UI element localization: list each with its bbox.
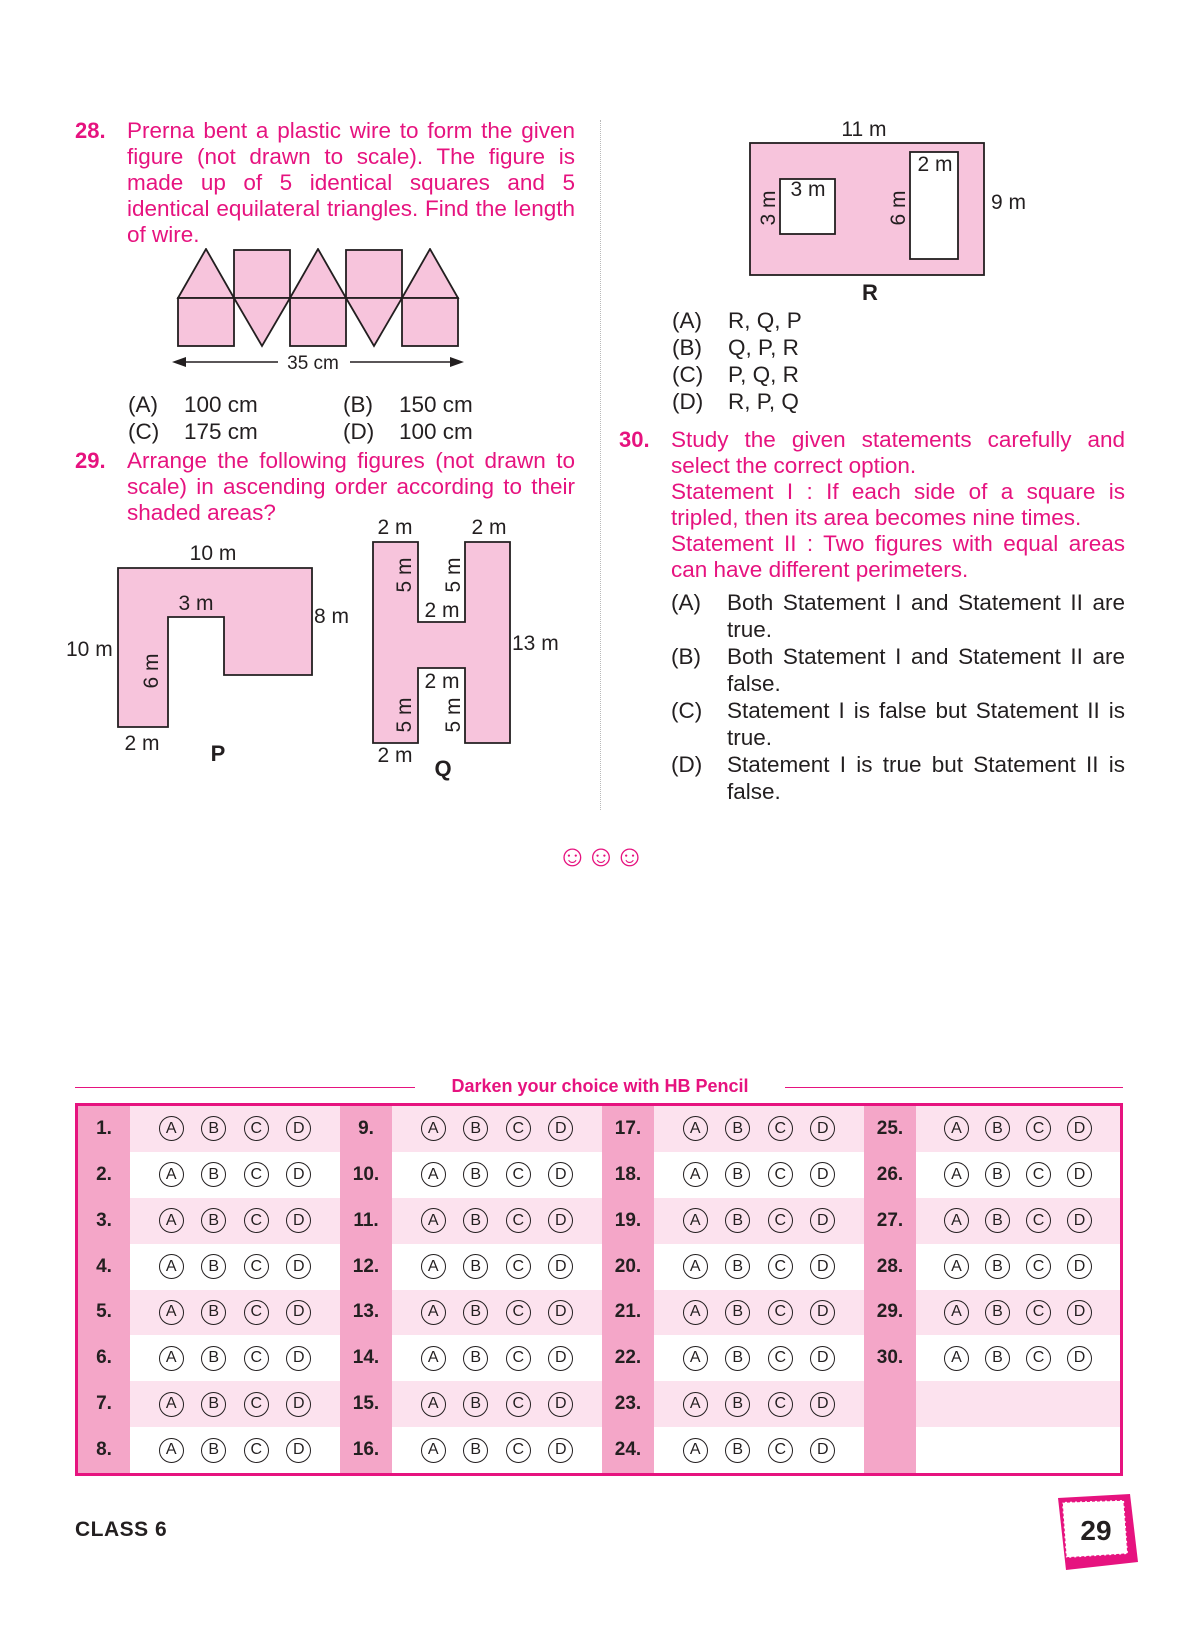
answer-bubble-a[interactable]: A	[159, 1116, 184, 1141]
answer-bubble-d[interactable]: D	[810, 1438, 835, 1463]
statement-2: Statement II : Two figures with equal areas can have different perimeters.	[671, 531, 1125, 582]
option-c[interactable]: (C) Statement I is false but Statement II is true.	[671, 698, 1125, 750]
label-p-top: 10 m	[189, 542, 237, 565]
answer-bubble-a[interactable]: A	[159, 1392, 184, 1417]
question-number-cell: 11.	[340, 1198, 392, 1244]
question-number-cell: 27.	[864, 1198, 916, 1244]
figure-label-p: P	[210, 741, 226, 766]
answer-bubble-b[interactable]: B	[985, 1300, 1010, 1325]
answer-bubble-b[interactable]: B	[985, 1116, 1010, 1141]
answer-bubble-d[interactable]: D	[286, 1208, 311, 1233]
answer-bubble-c[interactable]: C	[244, 1392, 269, 1417]
column-divider	[600, 120, 601, 810]
answer-bubble-d[interactable]: D	[286, 1162, 311, 1187]
label-r-sq-left: 3 m	[757, 190, 780, 226]
answer-bubble-c[interactable]: C	[506, 1162, 531, 1187]
answer-bubble-b[interactable]: B	[463, 1392, 488, 1417]
answer-bubble-c[interactable]: C	[1026, 1116, 1051, 1141]
question-number-cell: 14.	[340, 1335, 392, 1381]
answer-bubble-b[interactable]: B	[201, 1116, 226, 1141]
bubble-row	[916, 1152, 1120, 1198]
answer-bubble-a[interactable]: A	[683, 1116, 708, 1141]
answer-bubble-b[interactable]: B	[201, 1300, 226, 1325]
answer-bubble-b[interactable]: B	[985, 1254, 1010, 1279]
answer-bubble-b[interactable]: B	[985, 1162, 1010, 1187]
answer-bubble-d[interactable]: D	[286, 1346, 311, 1371]
bubble-row	[654, 1335, 864, 1381]
question-number-cell: 25.	[864, 1106, 916, 1152]
answer-bubble-a[interactable]: A	[159, 1438, 184, 1463]
answer-bubble-b[interactable]: B	[201, 1208, 226, 1233]
question-number: 28.	[75, 118, 106, 143]
question-number-cell: 16.	[340, 1427, 392, 1473]
question-number-cell: 20.	[602, 1244, 654, 1290]
question-28	[75, 118, 575, 248]
answer-bubble-b[interactable]: B	[463, 1208, 488, 1233]
label-p-leg: 6 m	[140, 653, 163, 689]
figure-label-r: R	[862, 280, 878, 305]
question-number-cell: 12.	[340, 1244, 392, 1290]
bubble-row	[130, 1152, 340, 1198]
bubble-row	[130, 1381, 340, 1427]
dim-label: 35 cm	[287, 353, 339, 374]
label-q-right: 13 m	[512, 632, 559, 655]
answer-bubble-c[interactable]: C	[506, 1438, 531, 1463]
figure-label-q: Q	[434, 756, 452, 781]
answer-bubble-a[interactable]: A	[421, 1346, 446, 1371]
answer-bubble-a[interactable]: A	[421, 1254, 446, 1279]
bubble-row	[392, 1106, 602, 1152]
answer-bubble-b[interactable]: B	[985, 1346, 1010, 1371]
bubble-row	[654, 1152, 864, 1198]
answer-bubble-b[interactable]: B	[201, 1254, 226, 1279]
answer-bubble-d[interactable]: D	[548, 1208, 573, 1233]
bubble-row	[916, 1290, 1120, 1336]
answer-bubble-b[interactable]: B	[201, 1346, 226, 1371]
question-text: Arrange the following figures (not drawn to scale) in ascending order according to their shaded areas?	[127, 448, 575, 525]
answer-bubble-c[interactable]: C	[506, 1300, 531, 1325]
answer-bubble-c[interactable]: C	[1026, 1300, 1051, 1325]
answer-bubble-a[interactable]: A	[421, 1438, 446, 1463]
answer-bubble-c[interactable]: C	[244, 1162, 269, 1187]
question-number-cell: 3.	[78, 1198, 130, 1244]
bubble-row	[130, 1244, 340, 1290]
answer-bubble-a[interactable]: A	[159, 1254, 184, 1279]
answer-bubble-a[interactable]: A	[159, 1300, 184, 1325]
answer-bubble-a[interactable]: A	[944, 1208, 969, 1233]
answer-bubble-d[interactable]: D	[548, 1392, 573, 1417]
option-a[interactable]: (A) R, Q, P	[672, 308, 802, 333]
answer-bubble-a[interactable]: A	[683, 1300, 708, 1325]
answer-bubble-b[interactable]: B	[725, 1300, 750, 1325]
answer-bubble-a[interactable]: A	[683, 1162, 708, 1187]
question-text: Prerna bent a plastic wire to form the given figure (not drawn to scale). The figure is made up of 5 identical squares and 5 identical equilateral triangles. Find the length of wire.	[127, 118, 575, 247]
bubble-row	[130, 1335, 340, 1381]
answer-bubble-a[interactable]: A	[159, 1162, 184, 1187]
label-r-rect-w: 2 m	[917, 153, 953, 176]
page-number: 29	[1080, 1515, 1112, 1546]
answer-bubble-c[interactable]: C	[506, 1254, 531, 1279]
answer-bubble-a[interactable]: A	[683, 1254, 708, 1279]
label-p-bottom: 2 m	[124, 732, 160, 755]
question-number: 30.	[619, 427, 650, 452]
answer-bubble-b[interactable]: B	[725, 1346, 750, 1371]
question-number-cell: 1.	[78, 1106, 130, 1152]
question-number-cell: 21.	[602, 1290, 654, 1336]
answer-bubble-d[interactable]: D	[548, 1254, 573, 1279]
option-a[interactable]: (A) 100 cm	[128, 392, 258, 417]
option-a[interactable]: (A) Both Statement I and Statement II are true.	[671, 590, 1125, 642]
answer-bubble-c[interactable]: C	[768, 1162, 793, 1187]
bubble-row	[916, 1381, 1120, 1427]
answer-bubble-d[interactable]: D	[548, 1116, 573, 1141]
question-number-cell: 15.	[340, 1381, 392, 1427]
label-q-topl: 2 m	[377, 516, 413, 539]
answer-bubble-b[interactable]: B	[725, 1254, 750, 1279]
answer-bubble-b[interactable]: B	[725, 1392, 750, 1417]
q29-options	[672, 307, 802, 415]
question-number-cell: 13.	[340, 1290, 392, 1336]
bubble-row	[130, 1106, 340, 1152]
answer-bubble-d[interactable]: D	[286, 1116, 311, 1141]
bubble-row	[392, 1244, 602, 1290]
answer-bubble-b[interactable]: B	[201, 1162, 226, 1187]
question-number-cell: 23.	[602, 1381, 654, 1427]
option-c[interactable]: (C) P, Q, R	[672, 362, 799, 387]
label-p-right: 8 m	[314, 605, 350, 628]
answer-bubble-a[interactable]: A	[421, 1392, 446, 1417]
question-number-cell: 29.	[864, 1290, 916, 1336]
answer-bubble-a[interactable]: A	[159, 1346, 184, 1371]
option-d[interactable]: (D) Statement I is true but Statement II is false.	[671, 752, 1125, 804]
label-p-inner: 3 m	[178, 592, 214, 615]
option-c[interactable]: (C) 175 cm	[128, 419, 258, 444]
question-number-cell: 5.	[78, 1290, 130, 1336]
answer-bubble-c[interactable]: C	[506, 1208, 531, 1233]
answer-bubble-c[interactable]: C	[244, 1438, 269, 1463]
answer-bubble-b[interactable]: B	[463, 1438, 488, 1463]
bubble-row	[392, 1427, 602, 1473]
question-number-cell: 2.	[78, 1152, 130, 1198]
answer-bubble-c[interactable]: C	[244, 1208, 269, 1233]
question-number-cell: 19.	[602, 1198, 654, 1244]
answer-bubble-d[interactable]: D	[548, 1438, 573, 1463]
answer-bubble-a[interactable]: A	[944, 1116, 969, 1141]
answer-bubble-b[interactable]: B	[463, 1254, 488, 1279]
bubble-row	[916, 1198, 1120, 1244]
answer-bubble-d[interactable]: D	[286, 1254, 311, 1279]
answer-bubble-a[interactable]: A	[944, 1300, 969, 1325]
option-b[interactable]: (B) 150 cm	[343, 392, 473, 417]
question-number-cell: 26.	[864, 1152, 916, 1198]
answer-bubble-d[interactable]: D	[1067, 1116, 1092, 1141]
label-r-sq-side: 3 m	[790, 178, 826, 201]
answer-bubble-d[interactable]: D	[810, 1392, 835, 1417]
label-p-left: 10 m	[66, 638, 113, 661]
answer-bubble-a[interactable]: A	[683, 1346, 708, 1371]
question-number-cell: 22.	[602, 1335, 654, 1381]
answer-bubble-a[interactable]: A	[683, 1392, 708, 1417]
label-q-topr: 2 m	[471, 516, 507, 539]
option-d[interactable]: (D) 100 cm	[343, 419, 473, 444]
question-number-cell: 17.	[602, 1106, 654, 1152]
label-q-mid1: 2 m	[424, 599, 460, 622]
answer-bubble-a[interactable]: A	[159, 1208, 184, 1233]
answer-bubble-c[interactable]: C	[244, 1346, 269, 1371]
figure-p	[60, 535, 365, 795]
answer-grid	[75, 1103, 1123, 1476]
answer-bubble-c[interactable]: C	[244, 1254, 269, 1279]
bubble-row	[392, 1290, 602, 1336]
question-number-cell: 18.	[602, 1152, 654, 1198]
answer-bubble-d[interactable]: D	[548, 1300, 573, 1325]
bubble-row	[130, 1427, 340, 1473]
question-text: Study the given statements carefully and select the correct option.	[671, 427, 1125, 478]
label-q-v1: 5 m	[393, 557, 416, 593]
answer-bubble-b[interactable]: B	[463, 1346, 488, 1371]
bubble-row	[392, 1381, 602, 1427]
answer-bubble-b[interactable]: B	[463, 1162, 488, 1187]
bubble-row	[916, 1335, 1120, 1381]
label-q-v2: 5 m	[442, 557, 465, 593]
answer-bubble-d[interactable]: D	[810, 1208, 835, 1233]
question-number-cell: 7.	[78, 1381, 130, 1427]
answer-bubble-d[interactable]: D	[810, 1346, 835, 1371]
bubble-row	[654, 1381, 864, 1427]
question-number-cell: 6.	[78, 1335, 130, 1381]
answer-bubble-d[interactable]: D	[810, 1162, 835, 1187]
label-r-top: 11 m	[841, 118, 887, 141]
answer-bubble-c[interactable]: C	[1026, 1254, 1051, 1279]
answer-bubble-d[interactable]: D	[810, 1300, 835, 1325]
bubble-row	[130, 1198, 340, 1244]
question-number: 29.	[75, 448, 106, 473]
question-number-cell: 24.	[602, 1427, 654, 1473]
bubble-row	[392, 1335, 602, 1381]
label-q-v3: 5 m	[393, 697, 416, 733]
answer-bubble-b[interactable]: B	[725, 1438, 750, 1463]
answer-bubble-a[interactable]: A	[421, 1208, 446, 1233]
question-number-cell	[864, 1427, 916, 1473]
answer-bubble-c[interactable]: C	[244, 1116, 269, 1141]
answer-bubble-b[interactable]: B	[201, 1392, 226, 1417]
bubble-row	[654, 1290, 864, 1336]
answer-bubble-c[interactable]: C	[244, 1300, 269, 1325]
question-number-cell: 10.	[340, 1152, 392, 1198]
answer-bubble-c[interactable]: C	[768, 1438, 793, 1463]
answer-bubble-c[interactable]: C	[506, 1346, 531, 1371]
label-q-v4: 5 m	[442, 697, 465, 733]
label-q-bottom: 2 m	[377, 744, 413, 767]
question-number-cell: 28.	[864, 1244, 916, 1290]
answer-bubble-b[interactable]: B	[725, 1208, 750, 1233]
answer-bubble-c[interactable]: C	[506, 1116, 531, 1141]
answer-bubble-a[interactable]: A	[944, 1346, 969, 1371]
answer-bubble-c[interactable]: C	[1026, 1162, 1051, 1187]
label-r-right: 9 m	[991, 191, 1027, 214]
answer-bubble-c[interactable]: C	[506, 1392, 531, 1417]
answer-bubble-d[interactable]: D	[1067, 1300, 1092, 1325]
bubble-row	[392, 1198, 602, 1244]
q28-options	[128, 391, 548, 445]
answer-bubble-d[interactable]: D	[286, 1438, 311, 1463]
answer-bubble-b[interactable]: B	[725, 1162, 750, 1187]
question-number-cell	[864, 1381, 916, 1427]
answer-bubble-a[interactable]: A	[421, 1116, 446, 1141]
question-number-cell: 8.	[78, 1427, 130, 1473]
answer-bubble-d[interactable]: D	[1067, 1254, 1092, 1279]
answer-bubble-d[interactable]: D	[548, 1162, 573, 1187]
answer-bubble-a[interactable]: A	[421, 1162, 446, 1187]
bubble-row	[916, 1244, 1120, 1290]
bubble-row	[654, 1198, 864, 1244]
question-30	[619, 427, 1125, 805]
answer-bubble-b[interactable]: B	[463, 1116, 488, 1141]
option-b[interactable]: (B) Both Statement I and Statement II are false.	[671, 644, 1125, 696]
statement-1: Statement I : If each side of a square is tripled, then its area becomes nine times.	[671, 479, 1125, 530]
answer-bubble-b[interactable]: B	[985, 1208, 1010, 1233]
bubble-row	[392, 1152, 602, 1198]
end-mark-smileys: ☺☺☺	[557, 840, 643, 873]
answer-bubble-d[interactable]: D	[1067, 1208, 1092, 1233]
question-number-cell: 30.	[864, 1335, 916, 1381]
answer-bubble-c[interactable]: C	[768, 1300, 793, 1325]
bubble-row	[130, 1290, 340, 1336]
figure-r	[730, 112, 1060, 308]
answer-bubble-c[interactable]: C	[768, 1392, 793, 1417]
figure-q	[365, 510, 595, 805]
question-number-cell: 4.	[78, 1244, 130, 1290]
label-r-rect-h: 6 m	[887, 190, 910, 226]
answer-bubble-b[interactable]: B	[201, 1438, 226, 1463]
bubble-row	[654, 1106, 864, 1152]
bubble-row	[654, 1244, 864, 1290]
answer-bubble-d[interactable]: D	[286, 1392, 311, 1417]
figure-squares-triangles	[170, 248, 470, 383]
option-b[interactable]: (B) Q, P, R	[672, 335, 799, 360]
answer-bubble-b[interactable]: B	[725, 1116, 750, 1141]
answer-bubble-c[interactable]: C	[768, 1254, 793, 1279]
option-d[interactable]: (D) R, P, Q	[672, 389, 799, 414]
bubble-row	[654, 1427, 864, 1473]
label-q-mid2: 2 m	[424, 670, 460, 693]
answer-bubble-d[interactable]: D	[1067, 1346, 1092, 1371]
answer-bubble-a[interactable]: A	[683, 1208, 708, 1233]
footer-class: CLASS 6	[75, 1518, 168, 1541]
page-number-badge	[1052, 1492, 1142, 1574]
answer-bubble-d[interactable]: D	[286, 1300, 311, 1325]
bubble-row	[916, 1106, 1120, 1152]
answer-bubble-a[interactable]: A	[683, 1438, 708, 1463]
answer-bubble-c[interactable]: C	[1026, 1346, 1051, 1371]
answer-bubble-d[interactable]: D	[548, 1346, 573, 1371]
answer-bubble-d[interactable]: D	[810, 1116, 835, 1141]
sheet-title: Darken your choice with HB Pencil	[0, 1076, 1200, 1097]
answer-bubble-c[interactable]: C	[768, 1208, 793, 1233]
answer-bubble-d[interactable]: D	[1067, 1162, 1092, 1187]
answer-bubble-a[interactable]: A	[944, 1254, 969, 1279]
answer-bubble-b[interactable]: B	[463, 1300, 488, 1325]
answer-bubble-c[interactable]: C	[768, 1346, 793, 1371]
question-number-cell: 9.	[340, 1106, 392, 1152]
answer-bubble-c[interactable]: C	[768, 1116, 793, 1141]
answer-bubble-d[interactable]: D	[810, 1254, 835, 1279]
bubble-row	[916, 1427, 1120, 1473]
answer-bubble-a[interactable]: A	[944, 1162, 969, 1187]
q30-options	[619, 589, 1125, 805]
answer-bubble-a[interactable]: A	[421, 1300, 446, 1325]
answer-bubble-c[interactable]: C	[1026, 1208, 1051, 1233]
